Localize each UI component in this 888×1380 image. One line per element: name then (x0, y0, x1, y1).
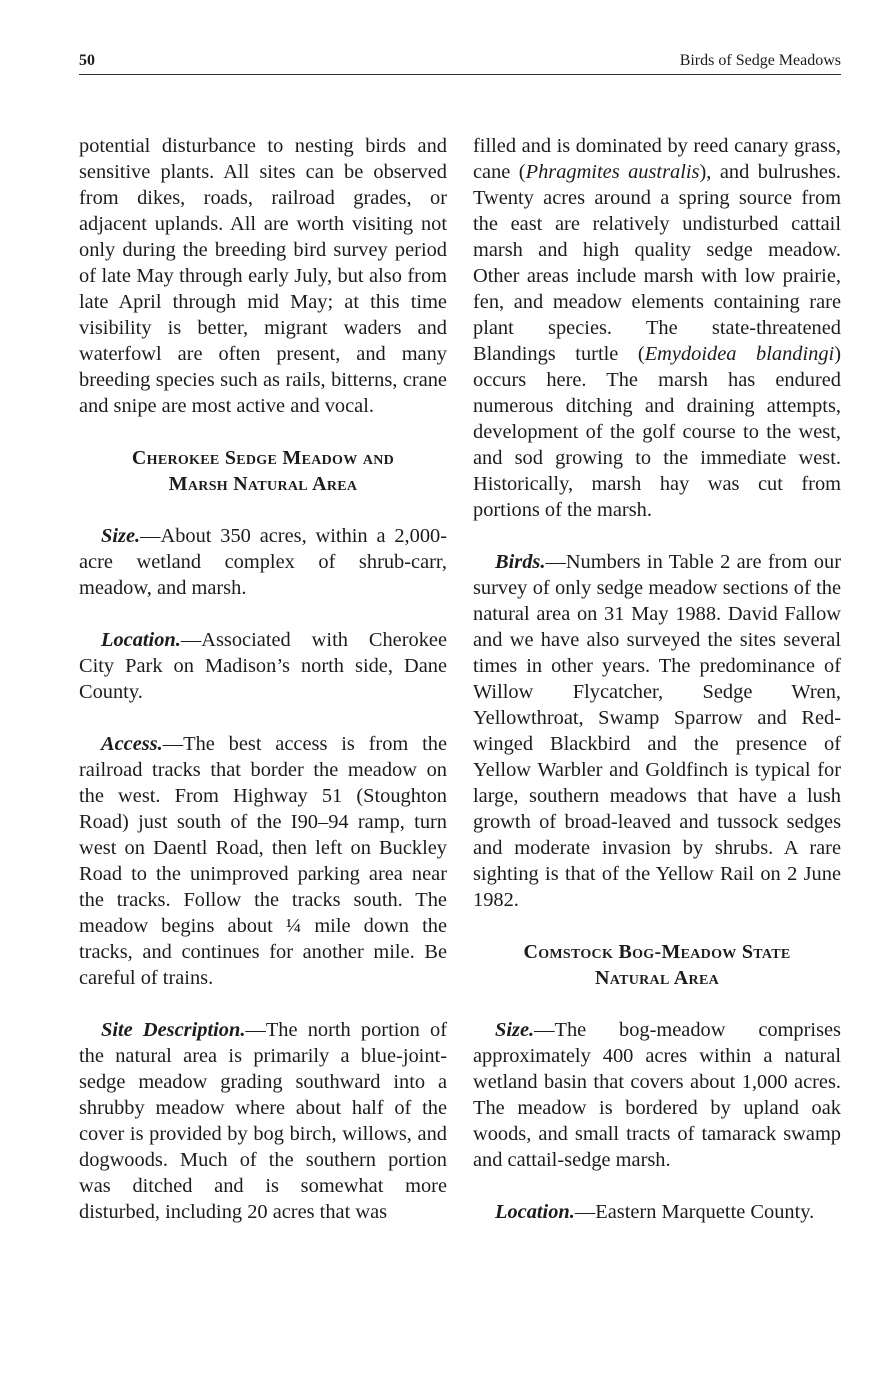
species-name: Emydoidea blandingi (644, 343, 835, 365)
birds-paragraph (473, 549, 841, 913)
site-description-label: Site Description. (101, 1019, 246, 1041)
location-label: Location. (101, 629, 181, 651)
size-text: —The bog-meadow comprises approximately 400 acres within a natural wetland basin that covers about 1,000 acres. The meadow is bordered by upland oak woods, and small tracts of tamarack swamp and cattail-sedge marsh. (473, 1019, 841, 1171)
site-description-text: —The north portion of the natural area is primarily a blue-joint-sedge meadow grading southward into a shrubby meadow where about half of the cover is provided by bog birch, willows, and dogwoods. Much of the southern portion was ditched and is somewhat more disturbed, including 20 acres that was (79, 1019, 447, 1223)
running-header (79, 50, 841, 75)
access-label: Access. (101, 733, 163, 755)
access-text: —The best access is from the railroad tracks that border the meadow on the west. From Highway 51 (Stoughton Road) just south of the I90–94 ramp, turn west on Daentl Road, then left on Buckley Road to the unimproved parking area near the tracks. Follow the tracks south. The meadow begins about ¼ mile down the tracks, and continues for another mile. Be careful of trains. (79, 733, 447, 989)
section-heading-comstock (473, 939, 841, 991)
size-label: Size. (101, 525, 141, 547)
birds-text: —Numbers in Table 2 are from our survey of only sedge meadow sections of the natural area on 31 May 1988. David Fallow and we have also surveyed the sites several times in other years. The predominance of Willow Flycatcher, Sedge Wren, Yellowthroat, Swamp Sparrow and Red-winged Blackbird and the presence of Yellow Warbler and Goldfinch is typical for large, southern meadows that have a lush growth of broad-leaved and tussock sedges and moderate invasion by shrubs. A rare sighting is that of the Yellow Rail on 2 June 1982. (473, 551, 841, 911)
location-label: Location. (495, 1201, 575, 1223)
section-heading-line: Natural Area (594, 967, 720, 989)
running-title: Birds of Sedge Meadows (679, 52, 841, 69)
page-number: 50 (79, 52, 95, 69)
birds-label: Birds. (495, 551, 546, 573)
access-paragraph (79, 731, 447, 991)
location-text: —Associated with Cherokee City Park on Madison’s north side, Dane County. (79, 629, 447, 703)
size-text: —About 350 acres, within a 2,000-acre wetland complex of shrub-carr, meadow, and marsh. (79, 525, 447, 599)
species-name: Phragmites australis (525, 161, 700, 183)
section-heading-line: Marsh Natural Area (168, 473, 358, 495)
location-paragraph (79, 627, 447, 705)
right-column (473, 133, 841, 1225)
continued-text: filled and is dominated by reed canary grass, cane ( (473, 135, 841, 183)
section-heading-line: Comstock Bog-Meadow State (523, 941, 791, 963)
section-heading-cherokee (79, 445, 447, 497)
left-column (79, 133, 447, 1225)
size-paragraph (79, 523, 447, 601)
continued-text: ) occurs here. The marsh has endured numerous ditching and draining attempts, development of the golf course to the west, and sod growing to the immediate west. Historically, marsh hay was cut from portions of the marsh. (473, 343, 842, 521)
continued-paragraph (473, 133, 841, 523)
size-paragraph (473, 1017, 841, 1173)
site-description-paragraph (79, 1017, 447, 1225)
location-paragraph (473, 1199, 841, 1225)
section-heading-line: Cherokee Sedge Meadow and (131, 447, 395, 469)
continued-text: ), and bulrushes. Twenty acres around a spring source from the east are relatively undisturbed cattail marsh and high quality sedge meadow. Other areas include marsh with low prairie, fen, and meadow elements containing rare plant species. The state-threatened Blandings turtle ( (473, 161, 841, 365)
size-label: Size. (495, 1019, 535, 1041)
intro-paragraph: potential disturbance to nesting birds and sensitive plants. All sites can be observed from dikes, roads, railroad grades, or adjacent uplands. All are worth visiting not only during the breeding bird survey period of late May through early July, but also from late April through mid May; at this time visibility is better, migrant waders and waterfowl are often present, and many breeding species such as rails, bitterns, crane and snipe are most active and vocal. (79, 135, 447, 417)
location-text: —Eastern Marquette County. (574, 1201, 815, 1223)
